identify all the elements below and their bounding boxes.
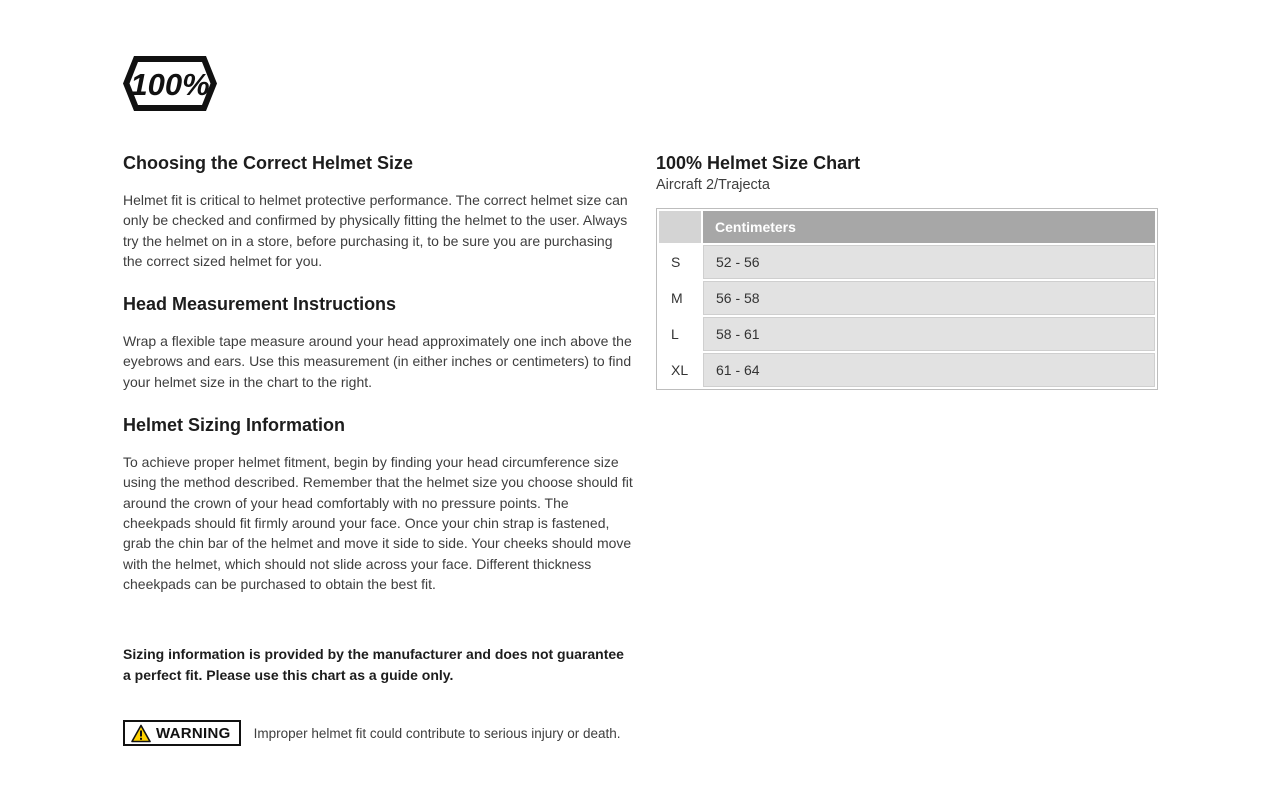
paragraph-head-measurement: Wrap a flexible tape measure around your head approximately one inch above the eyebrows and ears. Use this measurement (in either inches or centimeters) to find your helmet size in the chart to the right. (123, 333, 632, 390)
brand-logo-100percent (123, 55, 217, 112)
size-label: L (659, 317, 701, 351)
paragraph-sizing-information: To achieve proper helmet fitment, begin by finding your head circumference size using the method described. Remember that the helmet size you choose should fit around the crown of your head comfortably with no pressure points. The cheekpads should fit firmly around your face. Once your chin strap is fastened, grab the chin bar of the helmet and move it side to side. Your cheeks should move with the helmet, which should not slide across your face. Different thickness cheekpads can be purchased to obtain the best fit. (123, 454, 633, 592)
size-range: 58 - 61 (703, 317, 1155, 351)
size-chart-title: 100% Helmet Size Chart (656, 153, 861, 173)
size-range: 61 - 64 (703, 353, 1155, 387)
warning-label: WARNING (156, 724, 231, 742)
manufacturer-disclaimer: Sizing information is provided by the manufacturer and does not guarantee a perfect fit. Please use this chart as a guide only. (123, 646, 624, 684)
warning-text: Improper helmet fit could contribute to serious injury or death. (253, 725, 621, 741)
size-chart-corner-cell (659, 211, 701, 243)
size-chart-table (656, 208, 1158, 390)
sizing-info-column (123, 152, 635, 746)
size-chart-column (656, 152, 1158, 390)
heading-sizing-information: Helmet Sizing Information (123, 415, 346, 436)
heading-head-measurement: Head Measurement Instructions (123, 294, 397, 315)
size-chart-header-row (659, 211, 1155, 243)
size-label: M (659, 281, 701, 315)
brand-logo-text: 100% (130, 67, 210, 102)
brand-logo-100percent-icon (123, 55, 217, 112)
heading-choosing-size: Choosing the Correct Helmet Size (123, 153, 414, 173)
size-label: XL (659, 353, 701, 387)
warning-triangle-icon (131, 724, 151, 743)
paragraph-choosing-size: Helmet fit is critical to helmet protective performance. The correct helmet size can only be checked and confirmed by physically fitting the helmet to the user. Always try the helmet on in a store, before purchasing it, to be sure you are purchasing the correct sized helmet for you. (123, 192, 628, 269)
table-row (659, 245, 1155, 279)
table-row (659, 281, 1155, 315)
size-range: 52 - 56 (703, 245, 1155, 279)
table-row (659, 353, 1155, 387)
size-chart-subtitle: Aircraft 2/Trajecta (656, 177, 770, 193)
warning-row (123, 720, 635, 746)
table-row (659, 317, 1155, 351)
size-chart-unit-header: Centimeters (703, 211, 1155, 243)
size-label: S (659, 245, 701, 279)
size-range: 56 - 58 (703, 281, 1155, 315)
warning-badge (123, 720, 241, 746)
content-columns (123, 152, 1280, 746)
